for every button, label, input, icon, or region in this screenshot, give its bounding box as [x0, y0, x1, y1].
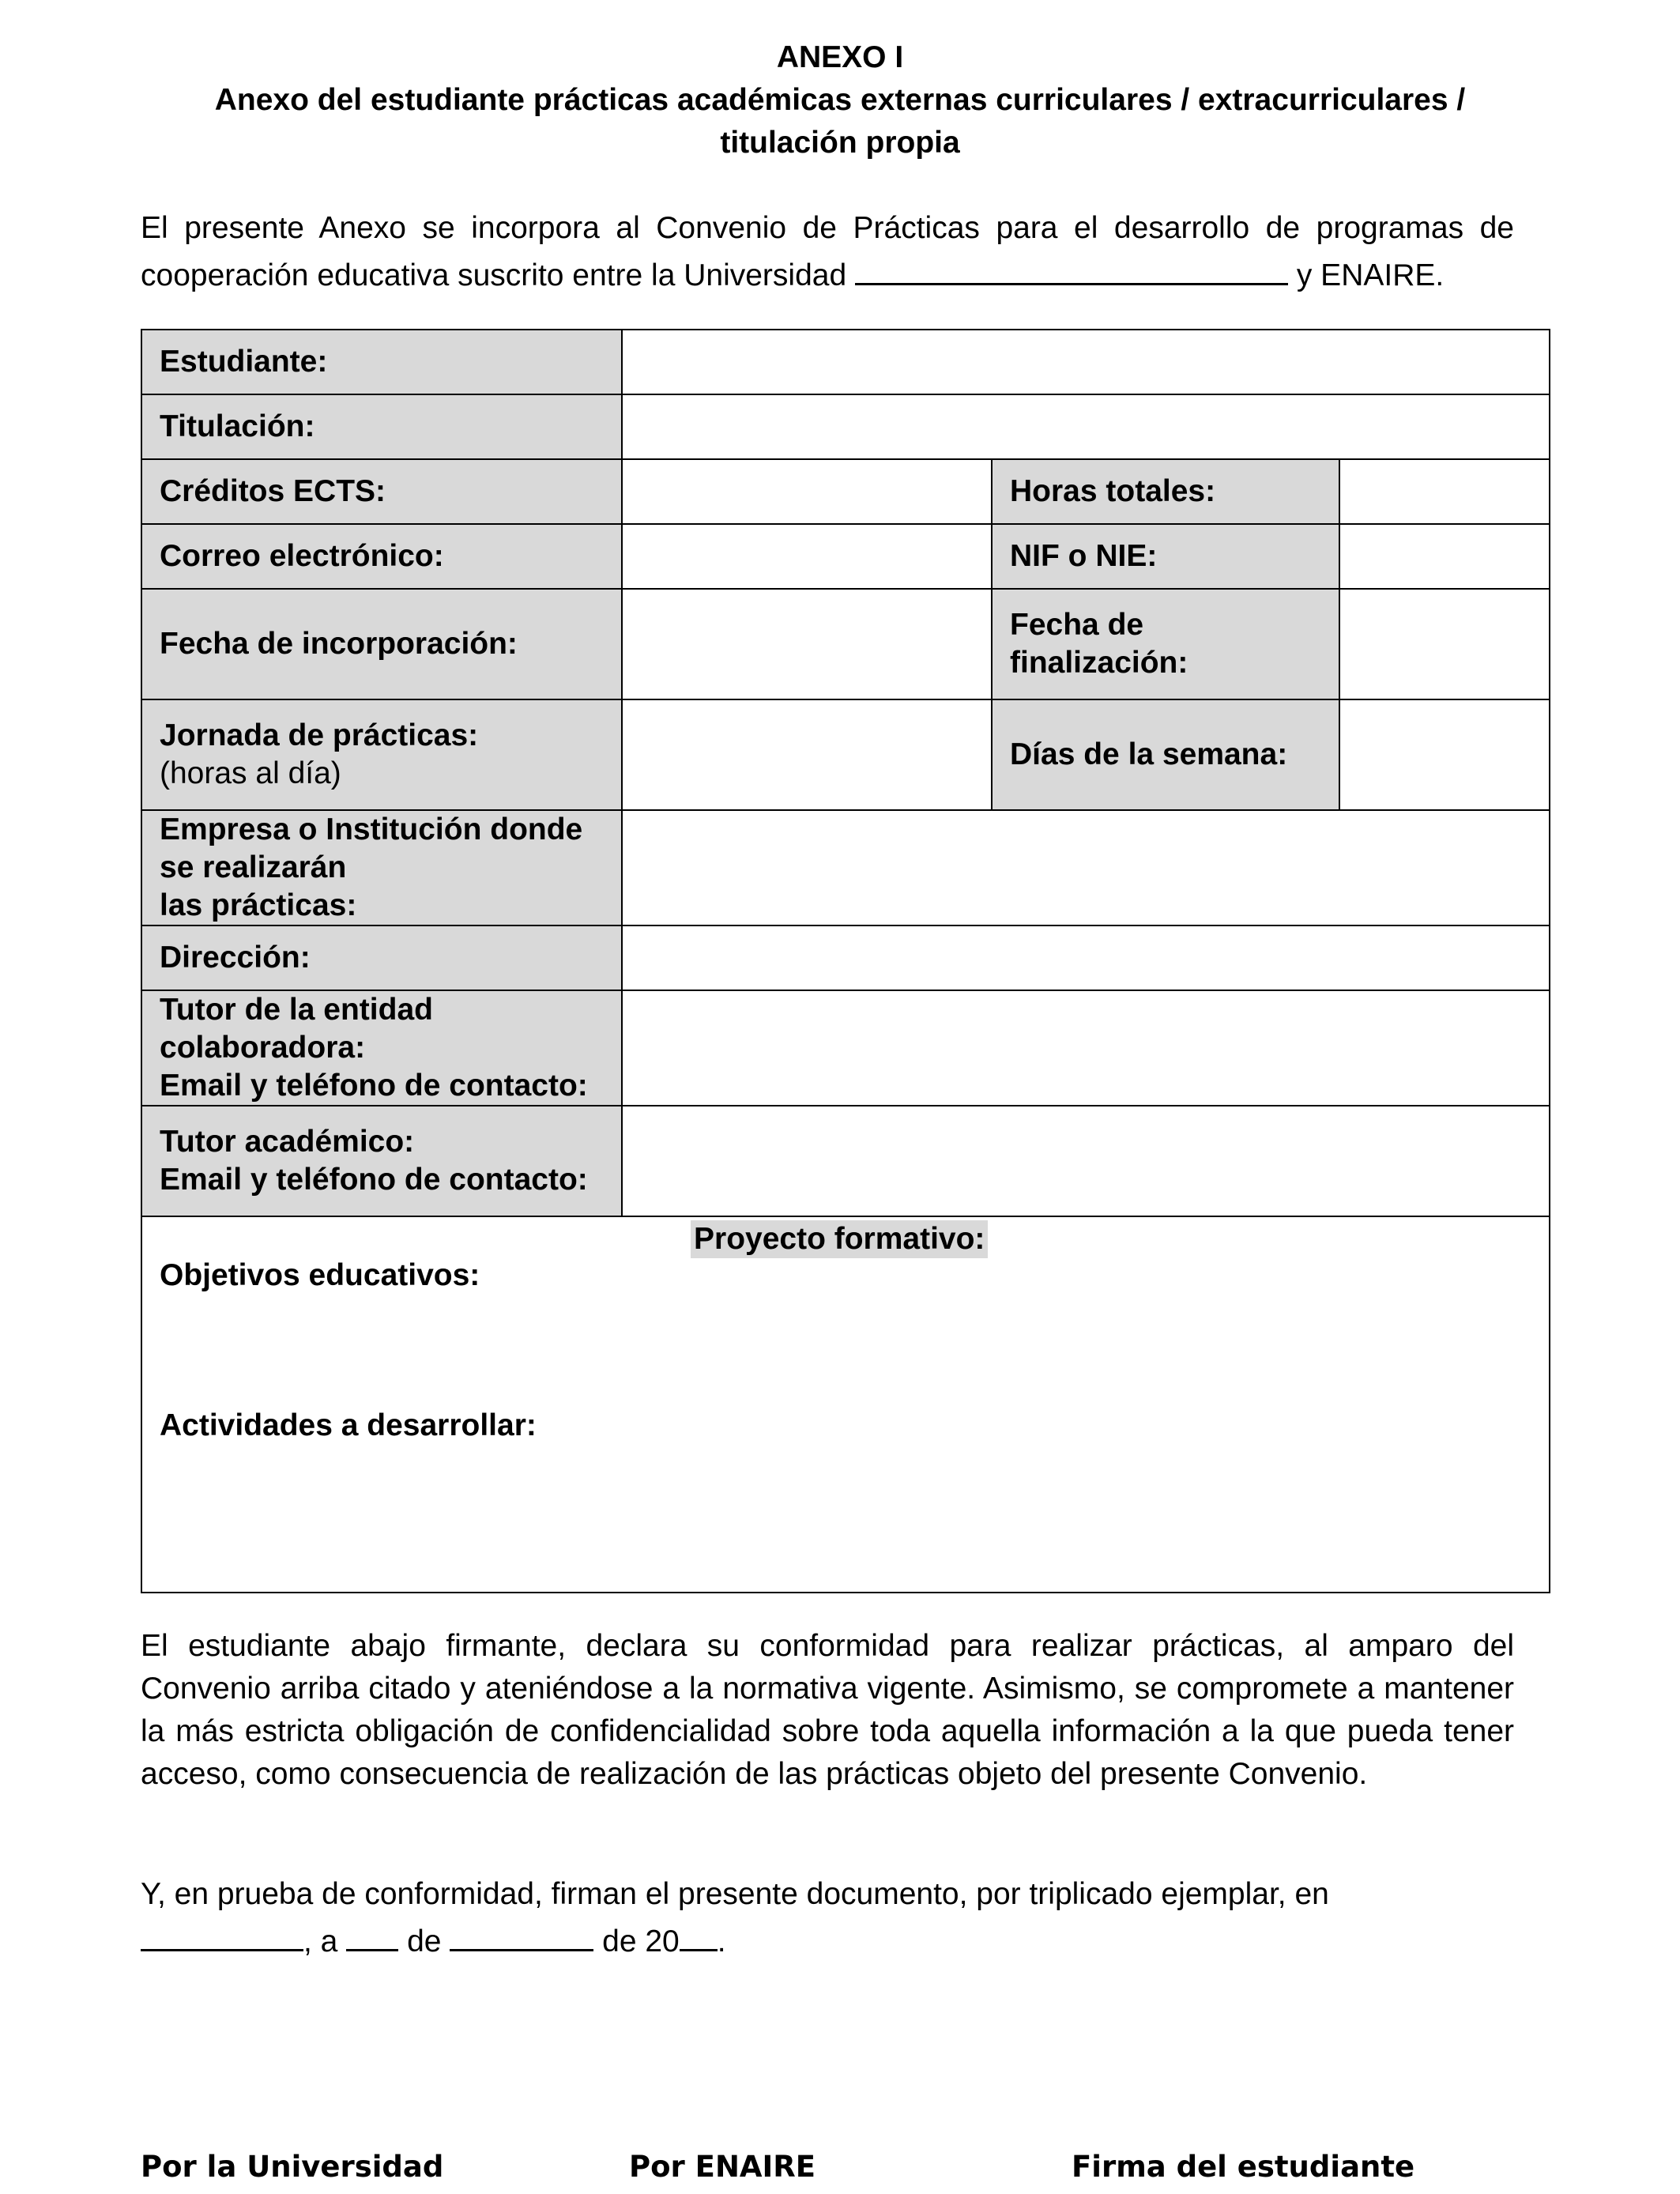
- closing-paragraph: [141, 1873, 1514, 1963]
- schedule-field[interactable]: [622, 699, 992, 810]
- degree-field[interactable]: [622, 394, 1550, 459]
- document-subtitle-line2: titulación propia: [720, 126, 960, 160]
- total-hours-label: Horas totales:: [992, 459, 1339, 524]
- nif-label: NIF o NIE:: [992, 524, 1339, 589]
- email-field[interactable]: [622, 524, 992, 589]
- academic-tutor-field[interactable]: [622, 1106, 1550, 1216]
- intro-text-end: y ENAIRE.: [1296, 258, 1445, 292]
- weekdays-field[interactable]: [1339, 699, 1550, 810]
- address-label: Dirección:: [141, 925, 622, 990]
- credits-field[interactable]: [622, 459, 992, 524]
- training-project-section[interactable]: [141, 1216, 1550, 1593]
- month-blank[interactable]: [450, 1916, 593, 1951]
- end-date-label: Fecha de finalización:: [992, 589, 1339, 699]
- objectives-label: Objetivos educativos:: [160, 1258, 480, 1292]
- day-blank[interactable]: [346, 1916, 398, 1951]
- company-tutor-field[interactable]: [622, 990, 1550, 1106]
- document-subtitle-line1: Anexo del estudiante prácticas académicas externas curriculares / extracurriculares /: [214, 83, 1466, 117]
- degree-label: Titulación:: [141, 394, 622, 459]
- start-date-label: Fecha de incorporación:: [141, 589, 622, 699]
- email-label: Correo electrónico:: [141, 524, 622, 589]
- closing-sep-de: de: [407, 1924, 442, 1958]
- intro-text: El presente Anexo se incorpora al Convenio de Prácticas para el desarrollo de programas de cooperación educativa suscrito entre la Universidad: [141, 211, 1514, 292]
- annex-title: ANEXO I: [776, 40, 904, 74]
- student-label: Estudiante:: [141, 330, 622, 394]
- place-blank[interactable]: [141, 1916, 303, 1951]
- signature-student: Firma del estudiante: [1072, 2150, 1415, 2184]
- training-project-title: Proyecto formativo:: [691, 1220, 988, 1258]
- student-field[interactable]: [622, 330, 1550, 394]
- company-label: Empresa o Institución donde se realizarán las prácticas:: [141, 810, 622, 925]
- closing-sep-year: de 20: [602, 1924, 680, 1958]
- closing-sep-a: , a: [303, 1924, 338, 1958]
- end-date-field[interactable]: [1339, 589, 1550, 699]
- nif-field[interactable]: [1339, 524, 1550, 589]
- company-field[interactable]: [622, 810, 1550, 925]
- student-annex-form: [141, 329, 1550, 1593]
- signature-enaire: Por ENAIRE: [629, 2150, 816, 2184]
- signature-university: Por la Universidad: [141, 2150, 444, 2184]
- company-tutor-label: Tutor de la entidad colaboradora: Email y teléfono de contacto:: [141, 990, 622, 1106]
- credits-label: Créditos ECTS:: [141, 459, 622, 524]
- address-field[interactable]: [622, 925, 1550, 990]
- declaration-paragraph: El estudiante abajo firmante, declara su conformidad para realizar prácticas, al amparo del Convenio arriba citado y ateniéndose a la normativa vigente. Asimismo, se compromete a mantener la más estricta obligación de confidencialidad sobre toda aquella información a la que pueda tener acceso, como consecuencia de realización de las prácticas objeto del presente Convenio.: [141, 1629, 1514, 1791]
- activities-label: Actividades a desarrollar:: [160, 1408, 537, 1442]
- schedule-label: Jornada de prácticas: (horas al día): [141, 699, 622, 810]
- university-name-blank[interactable]: [855, 250, 1288, 285]
- weekdays-label: Días de la semana:: [992, 699, 1339, 810]
- intro-paragraph: [141, 207, 1514, 297]
- year-blank[interactable]: [680, 1916, 718, 1951]
- start-date-field[interactable]: [622, 589, 992, 699]
- closing-end: .: [717, 1924, 726, 1958]
- academic-tutor-label: Tutor académico: Email y teléfono de contacto:: [141, 1106, 622, 1216]
- closing-text: Y, en prueba de conformidad, firman el presente documento, por triplicado ejemplar, en: [141, 1877, 1329, 1911]
- total-hours-field[interactable]: [1339, 459, 1550, 524]
